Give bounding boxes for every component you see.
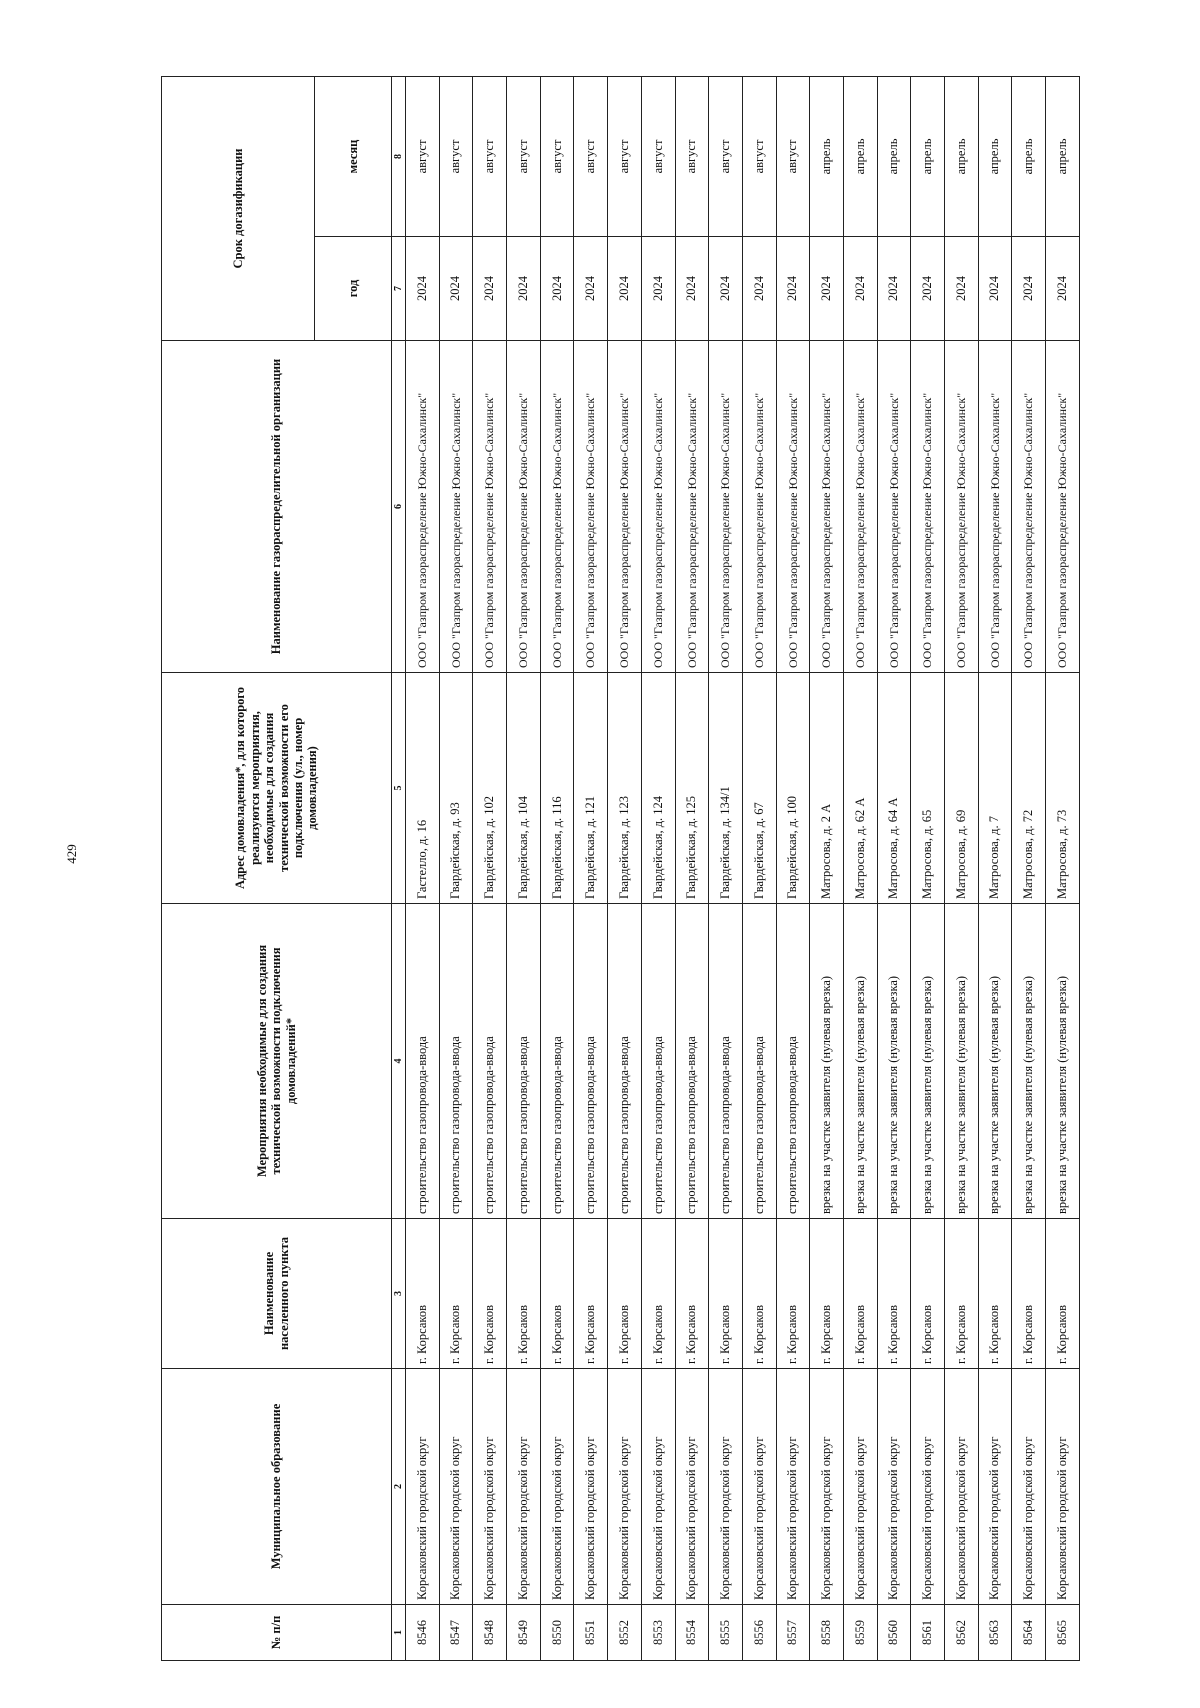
municipality-cell: Корсаковский городской округ — [608, 1369, 642, 1605]
organization-cell: ООО "Газпром газораспределение Южно-Сахалинск" — [641, 341, 675, 673]
header-organization: Наименование газораспределительной организации — [162, 341, 392, 673]
municipality-cell: Корсаковский городской округ — [540, 1369, 574, 1605]
row-number: 8552 — [608, 1605, 642, 1661]
row-number: 8557 — [776, 1605, 810, 1661]
column-number: 8 — [392, 76, 406, 236]
municipality-cell: Корсаковский городской округ — [709, 1369, 743, 1605]
table-row — [540, 76, 574, 1660]
address-cell: Гвардейская, д. 104 — [507, 673, 541, 904]
measure-cell: строительство газопровода-ввода — [608, 904, 642, 1219]
month-cell: апрель — [945, 76, 979, 236]
address-cell: Гвардейская, д. 67 — [742, 673, 776, 904]
row-number: 8555 — [709, 1605, 743, 1661]
month-cell: апрель — [810, 76, 844, 236]
month-cell: август — [709, 76, 743, 236]
measure-cell: врезка на участке заявителя (нулевая врезка) — [978, 904, 1012, 1219]
table-row — [810, 76, 844, 1660]
settlement-cell: г. Корсаков — [810, 1219, 844, 1369]
header-municipality: Муниципальное образование — [162, 1369, 392, 1605]
column-number: 2 — [392, 1369, 406, 1605]
month-cell: август — [507, 76, 541, 236]
organization-cell: ООО "Газпром газораспределение Южно-Сахалинск" — [675, 341, 709, 673]
address-cell: Матросова, д. 69 — [945, 673, 979, 904]
municipality-cell: Корсаковский городской округ — [978, 1369, 1012, 1605]
measure-cell: строительство газопровода-ввода — [406, 904, 440, 1219]
measure-cell: врезка на участке заявителя (нулевая врезка) — [945, 904, 979, 1219]
table-row — [911, 76, 945, 1660]
organization-cell: ООО "Газпром газораспределение Южно-Сахалинск" — [1046, 341, 1080, 673]
organization-cell: ООО "Газпром газораспределение Южно-Сахалинск" — [1012, 341, 1046, 673]
month-cell: апрель — [911, 76, 945, 236]
address-cell: Матросова, д. 62 А — [843, 673, 877, 904]
municipality-cell: Корсаковский городской округ — [877, 1369, 911, 1605]
year-cell: 2024 — [911, 237, 945, 341]
year-cell: 2024 — [810, 237, 844, 341]
month-cell: апрель — [877, 76, 911, 236]
table-row — [742, 76, 776, 1660]
table-row — [507, 76, 541, 1660]
row-number: 8558 — [810, 1605, 844, 1661]
settlement-cell: г. Корсаков — [945, 1219, 979, 1369]
municipality-cell: Корсаковский городской округ — [911, 1369, 945, 1605]
year-cell: 2024 — [709, 237, 743, 341]
row-number: 8546 — [406, 1605, 440, 1661]
measure-cell: строительство газопровода-ввода — [439, 904, 473, 1219]
organization-cell: ООО "Газпром газораспределение Южно-Сахалинск" — [439, 341, 473, 673]
year-cell: 2024 — [742, 237, 776, 341]
address-cell: Гвардейская, д. 125 — [675, 673, 709, 904]
month-cell: август — [641, 76, 675, 236]
municipality-cell: Корсаковский городской округ — [406, 1369, 440, 1605]
header-measures: Мероприятия необходимые для создания технической возможности подключения домовладений* — [162, 904, 392, 1219]
measure-cell: врезка на участке заявителя (нулевая врезка) — [877, 904, 911, 1219]
row-number: 8562 — [945, 1605, 979, 1661]
year-cell: 2024 — [641, 237, 675, 341]
row-number: 8553 — [641, 1605, 675, 1661]
settlement-cell: г. Корсаков — [574, 1219, 608, 1369]
table-row — [675, 76, 709, 1660]
month-cell: август — [675, 76, 709, 236]
month-cell: август — [473, 76, 507, 236]
header-deadline: Срок догазификации — [162, 76, 315, 340]
year-cell: 2024 — [574, 237, 608, 341]
measure-cell: строительство газопровода-ввода — [641, 904, 675, 1219]
organization-cell: ООО "Газпром газораспределение Южно-Сахалинск" — [945, 341, 979, 673]
measure-cell: строительство газопровода-ввода — [709, 904, 743, 1219]
table-row — [709, 76, 743, 1660]
settlement-cell: г. Корсаков — [641, 1219, 675, 1369]
row-number: 8563 — [978, 1605, 1012, 1661]
address-cell: Гвардейская, д. 102 — [473, 673, 507, 904]
column-number: 5 — [392, 673, 406, 904]
address-cell: Гвардейская, д. 123 — [608, 673, 642, 904]
organization-cell: ООО "Газпром газораспределение Южно-Сахалинск" — [911, 341, 945, 673]
measure-cell: строительство газопровода-ввода — [507, 904, 541, 1219]
organization-cell: ООО "Газпром газораспределение Южно-Сахалинск" — [877, 341, 911, 673]
year-cell: 2024 — [473, 237, 507, 341]
address-cell: Матросова, д. 7 — [978, 673, 1012, 904]
table-row — [473, 76, 507, 1660]
settlement-cell: г. Корсаков — [1046, 1219, 1080, 1369]
row-number: 8550 — [540, 1605, 574, 1661]
table-row — [843, 76, 877, 1660]
column-number-row — [392, 76, 406, 1660]
table-body — [406, 76, 1080, 1660]
municipality-cell: Корсаковский городской округ — [776, 1369, 810, 1605]
column-number: 3 — [392, 1219, 406, 1369]
settlement-cell: г. Корсаков — [675, 1219, 709, 1369]
year-cell: 2024 — [978, 237, 1012, 341]
organization-cell: ООО "Газпром газораспределение Южно-Сахалинск" — [473, 341, 507, 673]
organization-cell: ООО "Газпром газораспределение Южно-Сахалинск" — [540, 341, 574, 673]
year-cell: 2024 — [507, 237, 541, 341]
measure-cell: врезка на участке заявителя (нулевая врезка) — [1012, 904, 1046, 1219]
page-number: 429 — [64, 844, 79, 864]
municipality-cell: Корсаковский городской округ — [843, 1369, 877, 1605]
year-cell: 2024 — [1012, 237, 1046, 341]
month-cell: апрель — [978, 76, 1012, 236]
settlement-cell: г. Корсаков — [877, 1219, 911, 1369]
table-row — [945, 76, 979, 1660]
table-row — [574, 76, 608, 1660]
row-number: 8560 — [877, 1605, 911, 1661]
column-number: 4 — [392, 904, 406, 1219]
gasification-table — [161, 76, 1080, 1661]
row-number: 8554 — [675, 1605, 709, 1661]
measure-cell: строительство газопровода-ввода — [473, 904, 507, 1219]
measure-cell: строительство газопровода-ввода — [776, 904, 810, 1219]
settlement-cell: г. Корсаков — [608, 1219, 642, 1369]
measure-cell: врезка на участке заявителя (нулевая врезка) — [843, 904, 877, 1219]
measure-cell: врезка на участке заявителя (нулевая врезка) — [911, 904, 945, 1219]
organization-cell: ООО "Газпром газораспределение Южно-Сахалинск" — [608, 341, 642, 673]
municipality-cell: Корсаковский городской округ — [742, 1369, 776, 1605]
column-number: 6 — [392, 341, 406, 673]
settlement-cell: г. Корсаков — [473, 1219, 507, 1369]
settlement-cell: г. Корсаков — [406, 1219, 440, 1369]
month-cell: август — [742, 76, 776, 236]
row-number: 8561 — [911, 1605, 945, 1661]
month-cell: август — [574, 76, 608, 236]
organization-cell: ООО "Газпром газораспределение Южно-Сахалинск" — [709, 341, 743, 673]
organization-cell: ООО "Газпром газораспределение Южно-Сахалинск" — [810, 341, 844, 673]
measure-cell: строительство газопровода-ввода — [675, 904, 709, 1219]
address-cell: Матросова, д. 72 — [1012, 673, 1046, 904]
rotated-table-container — [161, 77, 1080, 1661]
municipality-cell: Корсаковский городской округ — [473, 1369, 507, 1605]
organization-cell: ООО "Газпром газораспределение Южно-Сахалинск" — [776, 341, 810, 673]
settlement-cell: г. Корсаков — [1012, 1219, 1046, 1369]
settlement-cell: г. Корсаков — [742, 1219, 776, 1369]
header-settlement: Наименование населенного пункта — [162, 1219, 392, 1369]
municipality-cell: Корсаковский городской округ — [1046, 1369, 1080, 1605]
year-cell: 2024 — [945, 237, 979, 341]
header-address: Адрес домовладения*, для которого реализуются мероприятия, необходимые для создания технической возможности его подключения (ул., номер домовладения) — [162, 673, 392, 904]
measure-cell: строительство газопровода-ввода — [540, 904, 574, 1219]
year-cell: 2024 — [406, 237, 440, 341]
table-row — [1046, 76, 1080, 1660]
settlement-cell: г. Корсаков — [843, 1219, 877, 1369]
year-cell: 2024 — [439, 237, 473, 341]
row-number: 8548 — [473, 1605, 507, 1661]
row-number: 8565 — [1046, 1605, 1080, 1661]
municipality-cell: Корсаковский городской округ — [641, 1369, 675, 1605]
address-cell: Матросова, д. 73 — [1046, 673, 1080, 904]
municipality-cell: Корсаковский городской округ — [1012, 1369, 1046, 1605]
municipality-cell: Корсаковский городской округ — [574, 1369, 608, 1605]
month-cell: август — [540, 76, 574, 236]
table-row — [641, 76, 675, 1660]
year-cell: 2024 — [608, 237, 642, 341]
row-number: 8551 — [574, 1605, 608, 1661]
settlement-cell: г. Корсаков — [911, 1219, 945, 1369]
year-cell: 2024 — [776, 237, 810, 341]
organization-cell: ООО "Газпром газораспределение Южно-Сахалинск" — [406, 341, 440, 673]
year-cell: 2024 — [843, 237, 877, 341]
measure-cell: строительство газопровода-ввода — [742, 904, 776, 1219]
address-cell: Гвардейская, д. 100 — [776, 673, 810, 904]
month-cell: август — [406, 76, 440, 236]
settlement-cell: г. Корсаков — [439, 1219, 473, 1369]
organization-cell: ООО "Газпром газораспределение Южно-Сахалинск" — [843, 341, 877, 673]
address-cell: Гвардейская, д. 121 — [574, 673, 608, 904]
address-cell: Матросова, д. 64 А — [877, 673, 911, 904]
organization-cell: ООО "Газпром газораспределение Южно-Сахалинск" — [978, 341, 1012, 673]
table-row — [406, 76, 440, 1660]
organization-cell: ООО "Газпром газораспределение Южно-Сахалинск" — [574, 341, 608, 673]
settlement-cell: г. Корсаков — [776, 1219, 810, 1369]
column-number: 1 — [392, 1605, 406, 1661]
table-row — [1012, 76, 1046, 1660]
address-cell: Гастелло, д. 16 — [406, 673, 440, 904]
table-row — [608, 76, 642, 1660]
row-number: 8564 — [1012, 1605, 1046, 1661]
municipality-cell: Корсаковский городской округ — [810, 1369, 844, 1605]
address-cell: Гвардейская, д. 124 — [641, 673, 675, 904]
municipality-cell: Корсаковский городской округ — [439, 1369, 473, 1605]
header-year: год — [315, 237, 392, 341]
organization-cell: ООО "Газпром газораспределение Южно-Сахалинск" — [507, 341, 541, 673]
address-cell: Гвардейская, д. 134/1 — [709, 673, 743, 904]
year-cell: 2024 — [540, 237, 574, 341]
header-month: месяц — [315, 76, 392, 236]
row-number: 8556 — [742, 1605, 776, 1661]
month-cell: апрель — [1012, 76, 1046, 236]
table-row — [978, 76, 1012, 1660]
year-cell: 2024 — [877, 237, 911, 341]
municipality-cell: Корсаковский городской округ — [675, 1369, 709, 1605]
row-number: 8559 — [843, 1605, 877, 1661]
measure-cell: строительство газопровода-ввода — [574, 904, 608, 1219]
table-row — [877, 76, 911, 1660]
measure-cell: врезка на участке заявителя (нулевая врезка) — [810, 904, 844, 1219]
address-cell: Матросова, д. 2 А — [810, 673, 844, 904]
settlement-cell: г. Корсаков — [709, 1219, 743, 1369]
month-cell: август — [776, 76, 810, 236]
year-cell: 2024 — [1046, 237, 1080, 341]
measure-cell: врезка на участке заявителя (нулевая врезка) — [1046, 904, 1080, 1219]
settlement-cell: г. Корсаков — [507, 1219, 541, 1369]
row-number: 8549 — [507, 1605, 541, 1661]
month-cell: апрель — [843, 76, 877, 236]
settlement-cell: г. Корсаков — [978, 1219, 1012, 1369]
column-number: 7 — [392, 237, 406, 341]
address-cell: Гвардейская, д. 116 — [540, 673, 574, 904]
row-number: 8547 — [439, 1605, 473, 1661]
address-cell: Матросова, д. 65 — [911, 673, 945, 904]
month-cell: август — [439, 76, 473, 236]
month-cell: август — [608, 76, 642, 236]
table-row — [776, 76, 810, 1660]
address-cell: Гвардейская, д. 93 — [439, 673, 473, 904]
month-cell: апрель — [1046, 76, 1080, 236]
year-cell: 2024 — [675, 237, 709, 341]
header-num: № п/п — [162, 1605, 392, 1661]
table-row — [439, 76, 473, 1660]
municipality-cell: Корсаковский городской округ — [945, 1369, 979, 1605]
settlement-cell: г. Корсаков — [540, 1219, 574, 1369]
municipality-cell: Корсаковский городской округ — [507, 1369, 541, 1605]
organization-cell: ООО "Газпром газораспределение Южно-Сахалинск" — [742, 341, 776, 673]
